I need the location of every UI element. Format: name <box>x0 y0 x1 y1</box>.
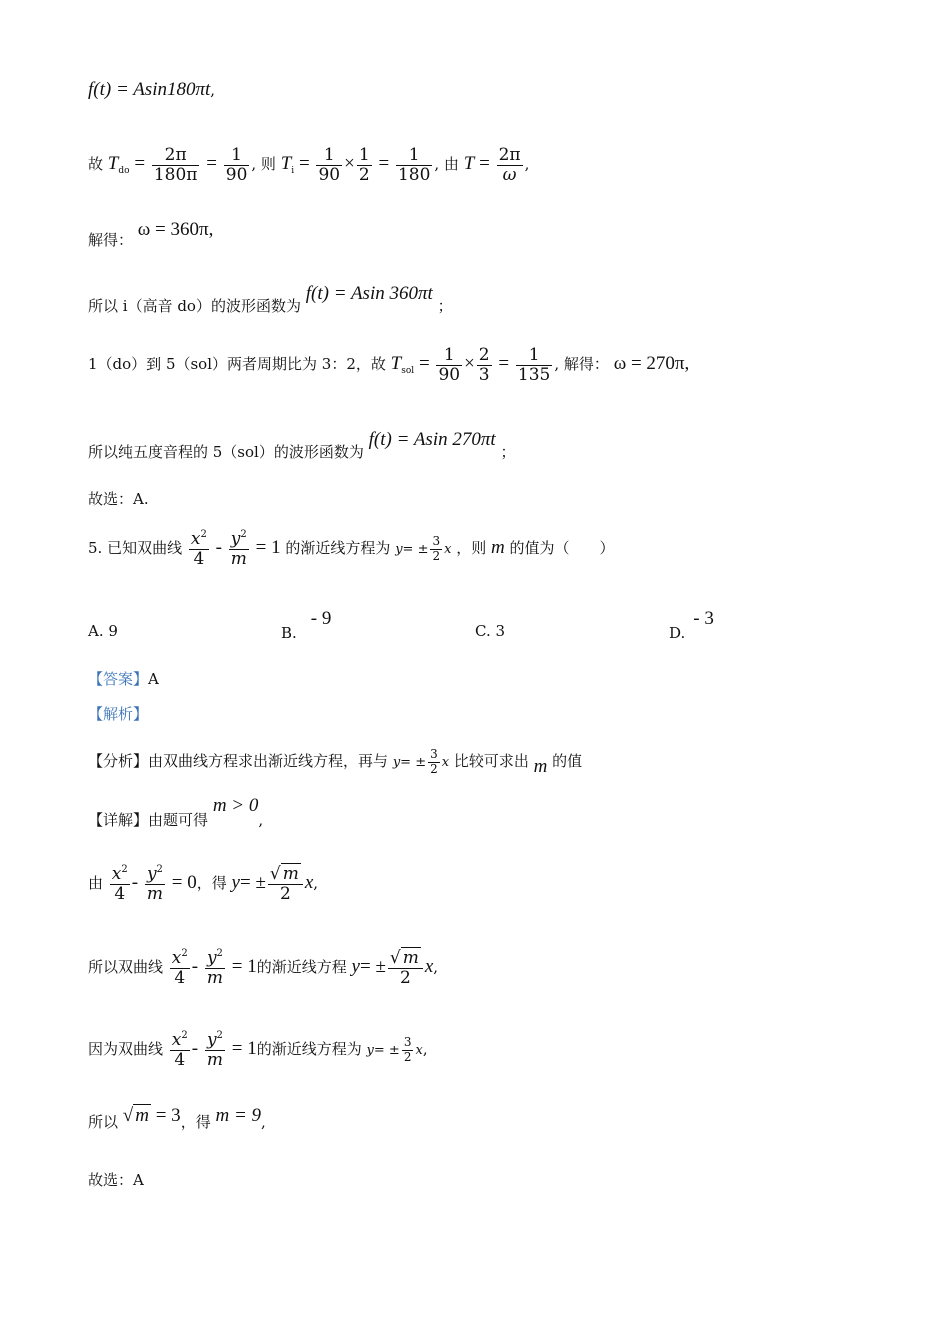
fraction: $\frac{1}{90}$ <box>318 144 341 185</box>
option-b[interactable]: B.- 9 <box>281 608 332 642</box>
text: , 由 <box>434 155 459 173</box>
text: , 则 <box>251 155 276 173</box>
text: 由 <box>88 874 104 892</box>
text: ，得 <box>180 1113 211 1131</box>
fraction-x2-4: $\frac{x^2}{4}$ <box>111 864 128 904</box>
period-line: 故 $T_{do}$ = $\frac{2\pi}{180\pi}$ = $\frac{1}{90}$ , 则 $T_i$ = $\frac{1}{90}$ × $\frac{1}{2}$ = $\frac{1}{180}$ , 由 T = $\frac{2\pi}{\omega}$ , <box>88 144 530 185</box>
punct: , <box>210 81 216 99</box>
label: 【详解】 <box>88 811 149 829</box>
text: 故选：A. <box>88 490 149 508</box>
text: 所以 <box>88 1113 119 1131</box>
text: 所以 i（高音 do）的波形函数为 <box>88 297 301 315</box>
question-5: 5. 已知双曲线 $\frac{x^2}{4}$ - $\frac{y^2}{m}$ = 1 的渐近线方程为 y= ± $\frac{3}{2}$ x ，则 m 的值为（ ） <box>88 529 615 569</box>
sqrt-m: √ m = 3 <box>122 1105 181 1126</box>
text: 由双曲线方程求出渐近线方程，再与 <box>148 752 389 770</box>
formula: f(t) = Asin 270πt <box>368 429 496 450</box>
pm: = ± <box>402 542 429 557</box>
sub-sol: sol <box>401 366 415 376</box>
answer-line <box>88 669 159 689</box>
derivation-1: 由 $\frac{x^2}{4}$ - $\frac{y^2}{m}$ = 0，得 y= ± $\frac{√ m}{2}$ x, <box>88 863 319 904</box>
fraction-sqrtm-2: $\frac{√ m}{2}$ <box>388 949 423 987</box>
fraction: $\frac{2\pi}{180\pi}$ <box>153 144 198 185</box>
fraction: $\frac{1}{180}$ <box>397 144 431 185</box>
label: 【分析】 <box>88 752 149 770</box>
formula: ω = 360π, <box>137 219 214 240</box>
text: 的值 <box>552 752 583 770</box>
fenxi-line: 【分析】由双曲线方程求出渐近线方程，再与 y= ± $\frac{3}{2}$ x 比较可求出 m 的值 <box>88 747 583 777</box>
fraction-y2-m: $\frac{y^2}{m}$ <box>146 864 163 904</box>
var-m: m <box>533 756 548 777</box>
fraction-x2-4: $\frac{x^2}{4}$ <box>171 948 188 988</box>
derivation-4: 所以 √ m = 3，得 m = 9, <box>88 1105 266 1131</box>
text: ，则 <box>456 539 487 557</box>
fraction-y2-m: $\frac{y^2}{m}$ <box>230 529 247 569</box>
sub-do: do <box>118 166 130 176</box>
label: 解得： <box>88 231 134 249</box>
text: 故选：A <box>88 1171 144 1189</box>
fraction-3-2: $\frac{3}{2}$ <box>403 1035 412 1064</box>
fraction-3-2: $\frac{3}{2}$ <box>432 534 441 563</box>
choice-line <box>88 489 149 509</box>
text: 比较可求出 <box>453 752 529 770</box>
punct: , <box>524 155 530 173</box>
fraction: $\frac{1}{90}$ <box>438 344 461 385</box>
var-T: T <box>280 153 292 174</box>
fraction-sqrtm-2: $\frac{√ m}{2}$ <box>268 865 303 903</box>
final-choice <box>88 1170 144 1190</box>
formula: f(t) = Asin180πt <box>88 79 211 100</box>
answer-label: 【答案】 <box>88 670 149 688</box>
formula: f(t) = Asin 360πt <box>305 283 433 304</box>
var-m: m <box>491 537 505 558</box>
equals: = 1 <box>255 537 281 558</box>
solve-line <box>88 219 214 250</box>
derivation-3: 因为双曲线 $\frac{x^2}{4}$ - $\frac{y^2}{m}$ = 1的渐近线方程为 y= ± $\frac{3}{2}$ x, <box>88 1030 428 1070</box>
text: 1（do）到 5（sol）两者周期比为 3：2，故 <box>88 355 386 373</box>
answer-value: A <box>148 670 159 688</box>
formula: ω = 270π, <box>613 353 690 374</box>
analysis-label <box>88 704 148 724</box>
fraction: $\frac{2}{3}$ <box>478 344 490 385</box>
fraction-x2-4: $\frac{x^2}{4}$ <box>190 529 207 569</box>
fraction: $\frac{2\pi}{\omega}$ <box>498 144 521 185</box>
fraction-x2-4: $\frac{x^2}{4}$ <box>171 1030 188 1070</box>
analysis-text: 【解析】 <box>88 705 149 723</box>
fraction-y2-m: $\frac{y^2}{m}$ <box>206 948 223 988</box>
var-T: T <box>390 353 402 374</box>
fraction-3-2: $\frac{3}{2}$ <box>430 747 438 776</box>
derivation-2: 所以双曲线 $\frac{x^2}{4}$ - $\frac{y^2}{m}$ = 1的渐近线方程 y= ± $\frac{√ m}{2}$ x, <box>88 947 439 988</box>
text: 由题可得 <box>148 811 209 829</box>
punct: ； <box>437 297 453 315</box>
text: 所以双曲线 <box>88 958 164 976</box>
fraction: $\frac{1}{90}$ <box>225 144 248 185</box>
formula: m > 0 <box>212 795 259 816</box>
ratio-line: 1（do）到 5（sol）两者周期比为 3：2，故 $T_{sol}$ = $\frac{1}{90}$ × $\frac{2}{3}$ = $\frac{1}{135}$ , 解得： ω = 270π, <box>88 344 690 385</box>
wave-line-do <box>88 283 453 316</box>
text: 因为双曲线 <box>88 1040 164 1058</box>
text: 故 <box>88 155 104 173</box>
sub-i: i <box>291 166 295 176</box>
var-x: x <box>444 542 452 557</box>
fraction-y2-m: $\frac{y^2}{m}$ <box>206 1030 223 1070</box>
var-T: T <box>107 153 119 174</box>
text: 的值为（ ） <box>509 539 615 557</box>
formula-line-1 <box>88 80 215 100</box>
text: , 解得： <box>554 355 609 373</box>
option-c[interactable]: C. 3 <box>475 622 506 640</box>
option-d[interactable]: D.- 3 <box>669 608 714 642</box>
question-text: 5. 已知双曲线 <box>88 539 183 557</box>
option-a[interactable]: A. 9 <box>88 622 118 640</box>
text: 所以纯五度音程的 5（sol）的波形函数为 <box>88 443 364 461</box>
var-y: y <box>395 542 403 557</box>
fraction: $\frac{1}{2}$ <box>358 144 370 185</box>
punct: , <box>258 811 264 829</box>
formula: m = 9 <box>215 1105 262 1126</box>
fraction: $\frac{1}{135}$ <box>517 344 551 385</box>
punct: ； <box>500 443 516 461</box>
text: 的渐近线方程 <box>256 958 347 976</box>
wave-line-sol <box>88 429 516 462</box>
text: 的渐近线方程为 <box>256 1040 362 1058</box>
xiangjie-line <box>88 795 264 830</box>
text: ，得 <box>196 874 227 892</box>
text: 的渐近线方程为 <box>285 539 391 557</box>
var-T: T <box>463 153 475 174</box>
